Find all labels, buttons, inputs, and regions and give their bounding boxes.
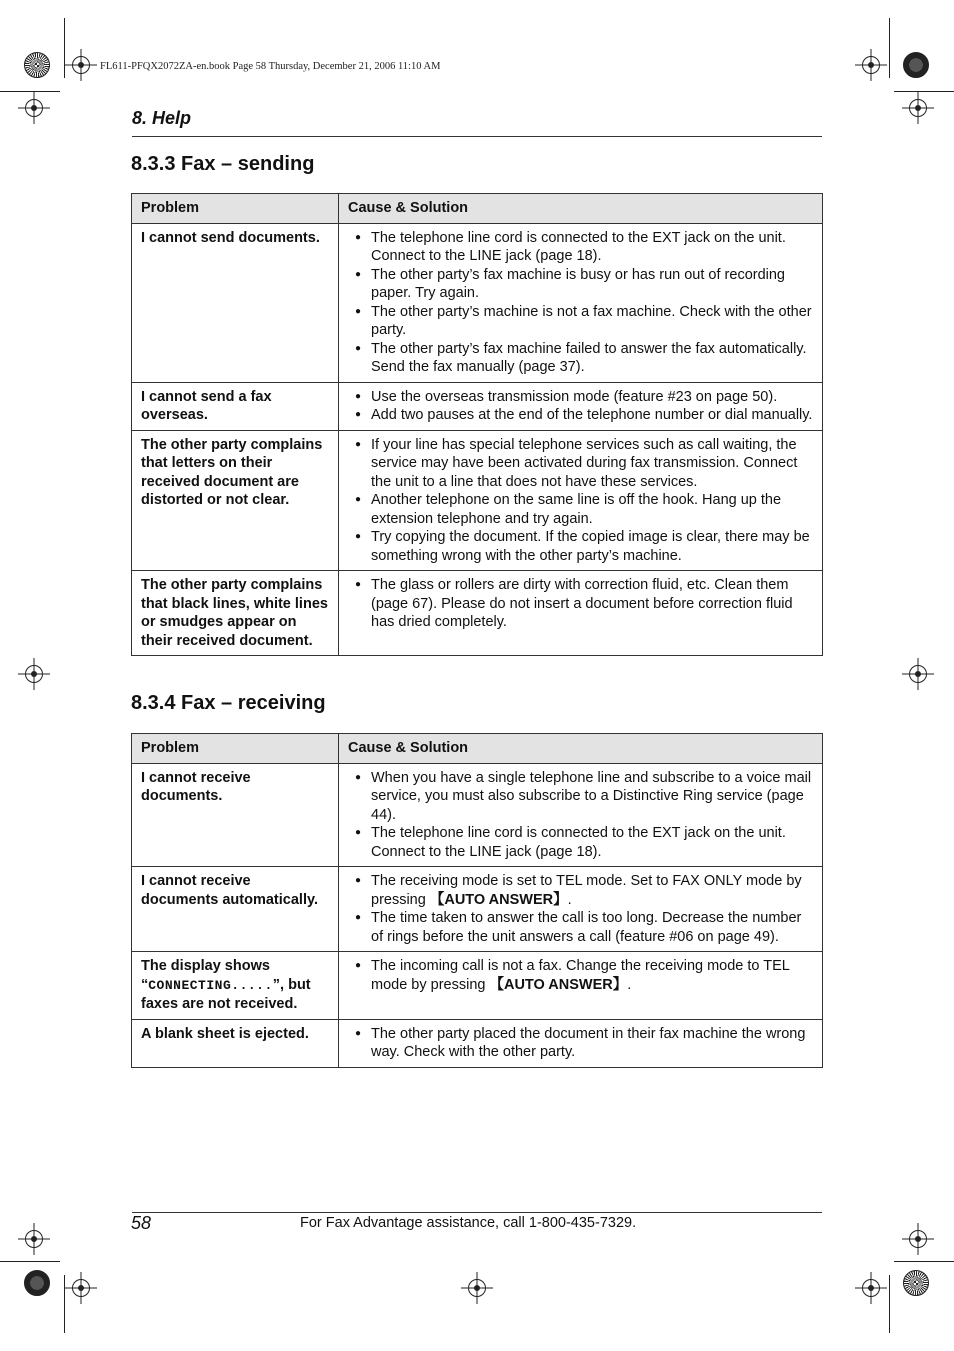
registration-star-icon: [24, 1270, 50, 1296]
crosshair-icon: [468, 1279, 486, 1297]
problem-cell: [132, 952, 339, 1020]
bullet-icon: ●: [355, 875, 362, 886]
solution-cell: [339, 1019, 823, 1067]
key-label: 【AUTO ANSWER】: [429, 891, 568, 908]
solution-text: The other party’s fax machine is busy or has run out of recording paper. Try again.: [371, 266, 786, 301]
bullet-icon: ●: [355, 268, 362, 280]
table-row: [132, 763, 823, 867]
crop-mark: [894, 1261, 954, 1262]
problem-cell: A blank sheet is ejected.: [132, 1019, 339, 1067]
list-item: [348, 340, 813, 377]
list-item: [348, 1025, 813, 1062]
crop-mark: [0, 1261, 60, 1262]
solution-list: [348, 1025, 813, 1062]
bullet-icon: ●: [355, 912, 362, 923]
problem-cell: I cannot send documents.: [132, 223, 339, 382]
solution-cell: [339, 223, 823, 382]
problem-text-prefix: The display shows “: [141, 958, 270, 993]
crosshair-icon: [909, 99, 927, 117]
bullet-icon: ●: [355, 305, 362, 317]
list-item: [348, 491, 813, 528]
solution-text: If your line has special telephone services such as call waiting, the service may have been activated during fax transmission. Connect the unit to a line that does not have these services.: [371, 436, 798, 490]
list-item: [348, 229, 813, 266]
table-row: [132, 430, 823, 571]
solution-text: The telephone line cord is connected to the EXT jack on the unit. Connect to the LINE jack (page 18).: [371, 825, 786, 860]
crop-mark: [889, 18, 890, 78]
bullet-icon: ●: [355, 1027, 362, 1039]
table-header-row: [132, 734, 823, 764]
solution-text: Add two pauses at the end of the telephone number or dial manually.: [371, 407, 813, 423]
problem-cell: I cannot send a fax overseas.: [132, 382, 339, 430]
table-row: [132, 867, 823, 952]
table-row: [132, 382, 823, 430]
solution-list: [348, 229, 813, 377]
assistance-note: For Fax Advantage assistance, call 1-800-435-7329.: [300, 1215, 637, 1231]
solution-cell: [339, 763, 823, 867]
header-divider: [132, 136, 822, 137]
list-item: [348, 303, 813, 340]
crop-mark: [64, 1275, 65, 1333]
table-row: [132, 571, 823, 656]
solution-text: The other party placed the document in their fax machine the wrong way. Check with the other party.: [371, 1025, 806, 1060]
crosshair-icon: [909, 665, 927, 683]
file-info-line: FL611-PFQX2072ZA-en.book Page 58 Thursday, December 21, 2006 11:10 AM: [100, 61, 441, 72]
display-message-code: CONNECTING.....: [148, 977, 273, 993]
problem-cell: I cannot receive documents automatically.: [132, 867, 339, 952]
solution-text: The other party’s fax machine failed to answer the fax automatically. Send the fax manually (page 37).: [371, 340, 807, 375]
list-item: [348, 388, 813, 407]
solution-cell: [339, 952, 823, 1020]
solution-text: When you have a single telephone line and subscribe to a voice mail service, you must also subscribe to a Distinctive Ring service (page 44).: [371, 769, 812, 823]
sending-trouble-table: [131, 193, 823, 656]
bullet-icon: ●: [355, 342, 362, 354]
crop-mark: [0, 91, 60, 92]
solution-text: Another telephone on the same line is off the hook. Hang up the extension telephone and try again.: [371, 492, 782, 527]
list-item: [348, 957, 813, 994]
list-item: [348, 576, 813, 632]
footer-divider: [132, 1212, 822, 1213]
problem-text-suffix: ”, but faxes are not received.: [141, 976, 311, 1012]
crosshair-icon: [862, 1279, 880, 1297]
crosshair-icon: [862, 56, 880, 74]
problem-cell: The other party complains that black lines, white lines or smudges appear on their received document.: [132, 571, 339, 656]
solution-cell: [339, 430, 823, 571]
problem-column-header: Problem: [132, 194, 339, 224]
list-item: [348, 872, 813, 909]
crop-mark: [889, 1275, 890, 1333]
solution-text: Try copying the document. If the copied image is clear, there may be something wrong with the other party’s machine.: [371, 529, 810, 564]
table-row: [132, 1019, 823, 1067]
list-item: [348, 266, 813, 303]
crosshair-icon: [25, 665, 43, 683]
solution-list: [348, 436, 813, 566]
table-row: [132, 223, 823, 382]
bullet-icon: ●: [355, 494, 362, 505]
bullet-icon: ●: [355, 771, 362, 783]
cause-solution-column-header: Cause & Solution: [339, 194, 823, 224]
solution-text: The glass or rollers are dirty with correction fluid, etc. Clean them (page 67). Please do not insert a document before correction fluid has dried completely.: [371, 577, 793, 630]
table-row: [132, 952, 823, 1020]
list-item: [348, 824, 813, 861]
crosshair-icon: [25, 1230, 43, 1248]
solution-text: Use the overseas transmission mode (feature #23 on page 50).: [371, 388, 778, 405]
solution-list: [348, 769, 813, 862]
solution-cell: [339, 571, 823, 656]
solution-text: The receiving mode is set to TEL mode. Set to FAX ONLY mode by pressing 【AUTO ANSWER】.: [371, 873, 802, 908]
solution-text: The incoming call is not a fax. Change the receiving mode to TEL mode by pressing 【AUTO ANSWER】.: [371, 958, 790, 993]
solution-list: [348, 576, 813, 632]
list-item: [348, 769, 813, 825]
crosshair-icon: [25, 99, 43, 117]
solution-cell: [339, 867, 823, 952]
bullet-icon: ●: [355, 409, 362, 420]
problem-cell: The other party complains that letters on their received document are distorted or not clear.: [132, 430, 339, 571]
bullet-icon: ●: [355, 960, 362, 971]
crosshair-icon: [909, 1230, 927, 1248]
bullet-icon: ●: [355, 390, 362, 402]
registration-star-icon: [903, 1270, 929, 1296]
crop-mark: [894, 91, 954, 92]
problem-cell: I cannot receive documents.: [132, 763, 339, 867]
list-item: [348, 406, 813, 425]
solution-list: [348, 388, 813, 425]
table-header-row: [132, 194, 823, 224]
list-item: [348, 436, 813, 492]
problem-column-header: Problem: [132, 734, 339, 764]
solution-text: The time taken to answer the call is too long. Decrease the number of rings before the unit answers a call (feature #06 on page 49).: [371, 910, 802, 945]
bullet-icon: ●: [355, 827, 362, 838]
solution-list: [348, 872, 813, 946]
crosshair-icon: [72, 56, 90, 74]
solution-cell: [339, 382, 823, 430]
page-number: 58: [131, 1213, 152, 1233]
receiving-trouble-table: [131, 733, 823, 1068]
registration-star-icon: [903, 52, 929, 78]
crop-mark: [64, 18, 65, 78]
cause-solution-column-header: Cause & Solution: [339, 734, 823, 764]
list-item: [348, 909, 813, 946]
solution-list: [348, 957, 813, 994]
crosshair-icon: [72, 1279, 90, 1297]
registration-star-icon: [24, 52, 50, 78]
solution-text: The other party’s machine is not a fax machine. Check with the other party.: [371, 303, 812, 338]
bullet-icon: ●: [355, 579, 362, 590]
bullet-icon: ●: [355, 531, 362, 542]
bullet-icon: ●: [355, 231, 362, 243]
bullet-icon: ●: [355, 438, 362, 450]
list-item: [348, 528, 813, 565]
receiving-heading: 8.3.4 Fax – receiving: [131, 692, 326, 714]
solution-text: The telephone line cord is connected to the EXT jack on the unit. Connect to the LINE jack (page 18).: [371, 229, 786, 264]
key-label: 【AUTO ANSWER】: [489, 976, 628, 993]
sending-heading: 8.3.3 Fax – sending: [131, 153, 315, 175]
chapter-heading: 8. Help: [132, 108, 192, 128]
